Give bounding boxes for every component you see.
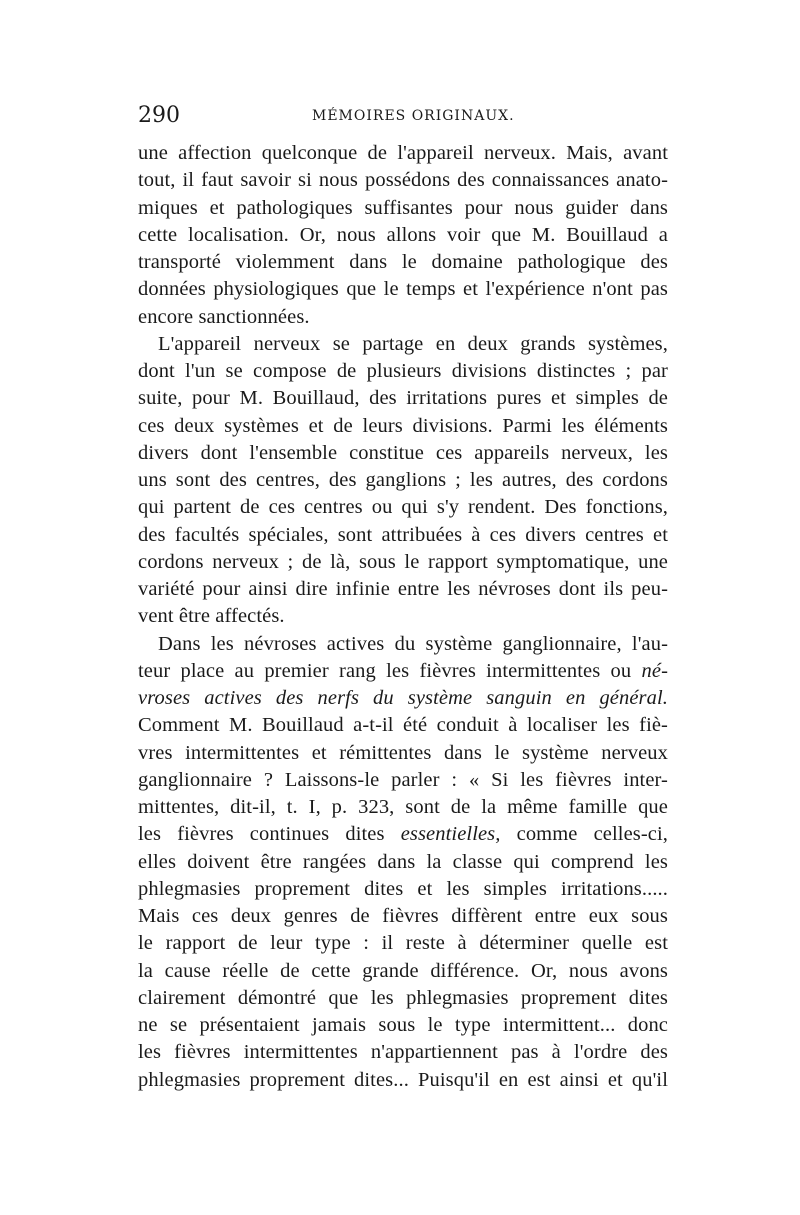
text-segment: les fièvres continues dites [138,823,385,846]
text-line: encore sanctionnées. [138,305,310,328]
text-line: tout, il faut savoir si nous possédons des connaissances anato- [138,169,668,192]
page-header [138,101,668,131]
text-line: les fièvres intermittentes n'appartiennent pas à l'ordre des [138,1041,668,1064]
text-line: variété pour ainsi dire infinie entre les névroses dont ils peu- [138,578,668,600]
text-line: ganglionnaire ? Laissons-le parler : « Si les fièvres inter- [138,768,668,791]
text-line: données physiologiques que le temps et l'expérience n'ont pas [138,278,668,301]
text-line: mittentes, dit-il, t. I, p. 323, sont de la même famille que [138,796,668,818]
text-line: ne se présentaient jamais sous le type intermittent... donc [138,1014,668,1036]
text-line: cordons nerveux ; de là, sous le rapport symptomatique, une [138,550,668,573]
text-line: miques et pathologiques suffisantes pour nous guider dans [138,196,668,219]
text-line: divers dont l'ensemble constitue ces appareils nerveux, les [138,441,668,464]
text-line: vroses actives des nerfs du système sanguin en général. [138,687,668,709]
body-text [138,140,668,1094]
text-line [138,821,668,848]
text-segment: teur place au premier rang les fièvres intermittentes ou [138,659,632,682]
page-number: 290 [138,103,180,128]
text-line: vent être affectés. [138,605,285,628]
text-line: ces deux systèmes et de leurs divisions. Parmi les éléments [138,414,668,437]
text-line: phlegmasies proprement dites et les simples irritations..... [138,877,668,900]
text-line: dont l'un se compose de plusieurs divisions distinctes ; par [138,360,668,382]
text-line: L'appareil nerveux se partage en deux grands systèmes, [158,332,668,355]
text-segment: comme celles-ci, [516,823,668,846]
text-line: qui partent de ces centres ou qui s'y rendent. Des fonctions, [138,496,668,519]
text-line: Dans les névroses actives du système ganglionnaire, l'au- [158,632,668,655]
text-line: une affection quelconque de l'appareil nerveux. Mais, avant [138,142,668,164]
text-line: cette localisation. Or, nous allons voir que M. Bouillaud a [138,223,668,246]
text-line: des facultés spéciales, sont attribuées à ces divers centres et [138,523,668,546]
text-line: transporté violemment dans le domaine pathologique des [138,251,668,273]
text-line: uns sont des centres, des ganglions ; les autres, des cordons [138,469,668,491]
text-line: Comment M. Bouillaud a-t-il été conduit à localiser les fiè- [138,714,668,737]
text-line: Mais ces deux genres de fièvres diffèrent entre eux sous [138,905,668,927]
text-line: suite, pour M. Bouillaud, des irritations pures et simples de [138,387,668,410]
text-line [138,658,668,685]
text-line: le rapport de leur type : il reste à déterminer quelle est [138,932,668,955]
italic-segment: né- [641,659,668,682]
text-line: vres intermittentes et rémittentes dans le système nerveux [138,741,668,764]
text-line: elles doivent être rangées dans la classe qui comprend les [138,850,668,873]
text-line: phlegmasies proprement dites... Puisqu'il en est ainsi et qu'il [138,1068,668,1091]
text-line: la cause réelle de cette grande différence. Or, nous avons [138,959,668,982]
italic-segment: essentielles, [400,823,501,846]
text-line: clairement démontré que les phlegmasies proprement dites [138,986,668,1009]
running-head: MÉMOIRES ORIGINAUX. [312,108,515,124]
